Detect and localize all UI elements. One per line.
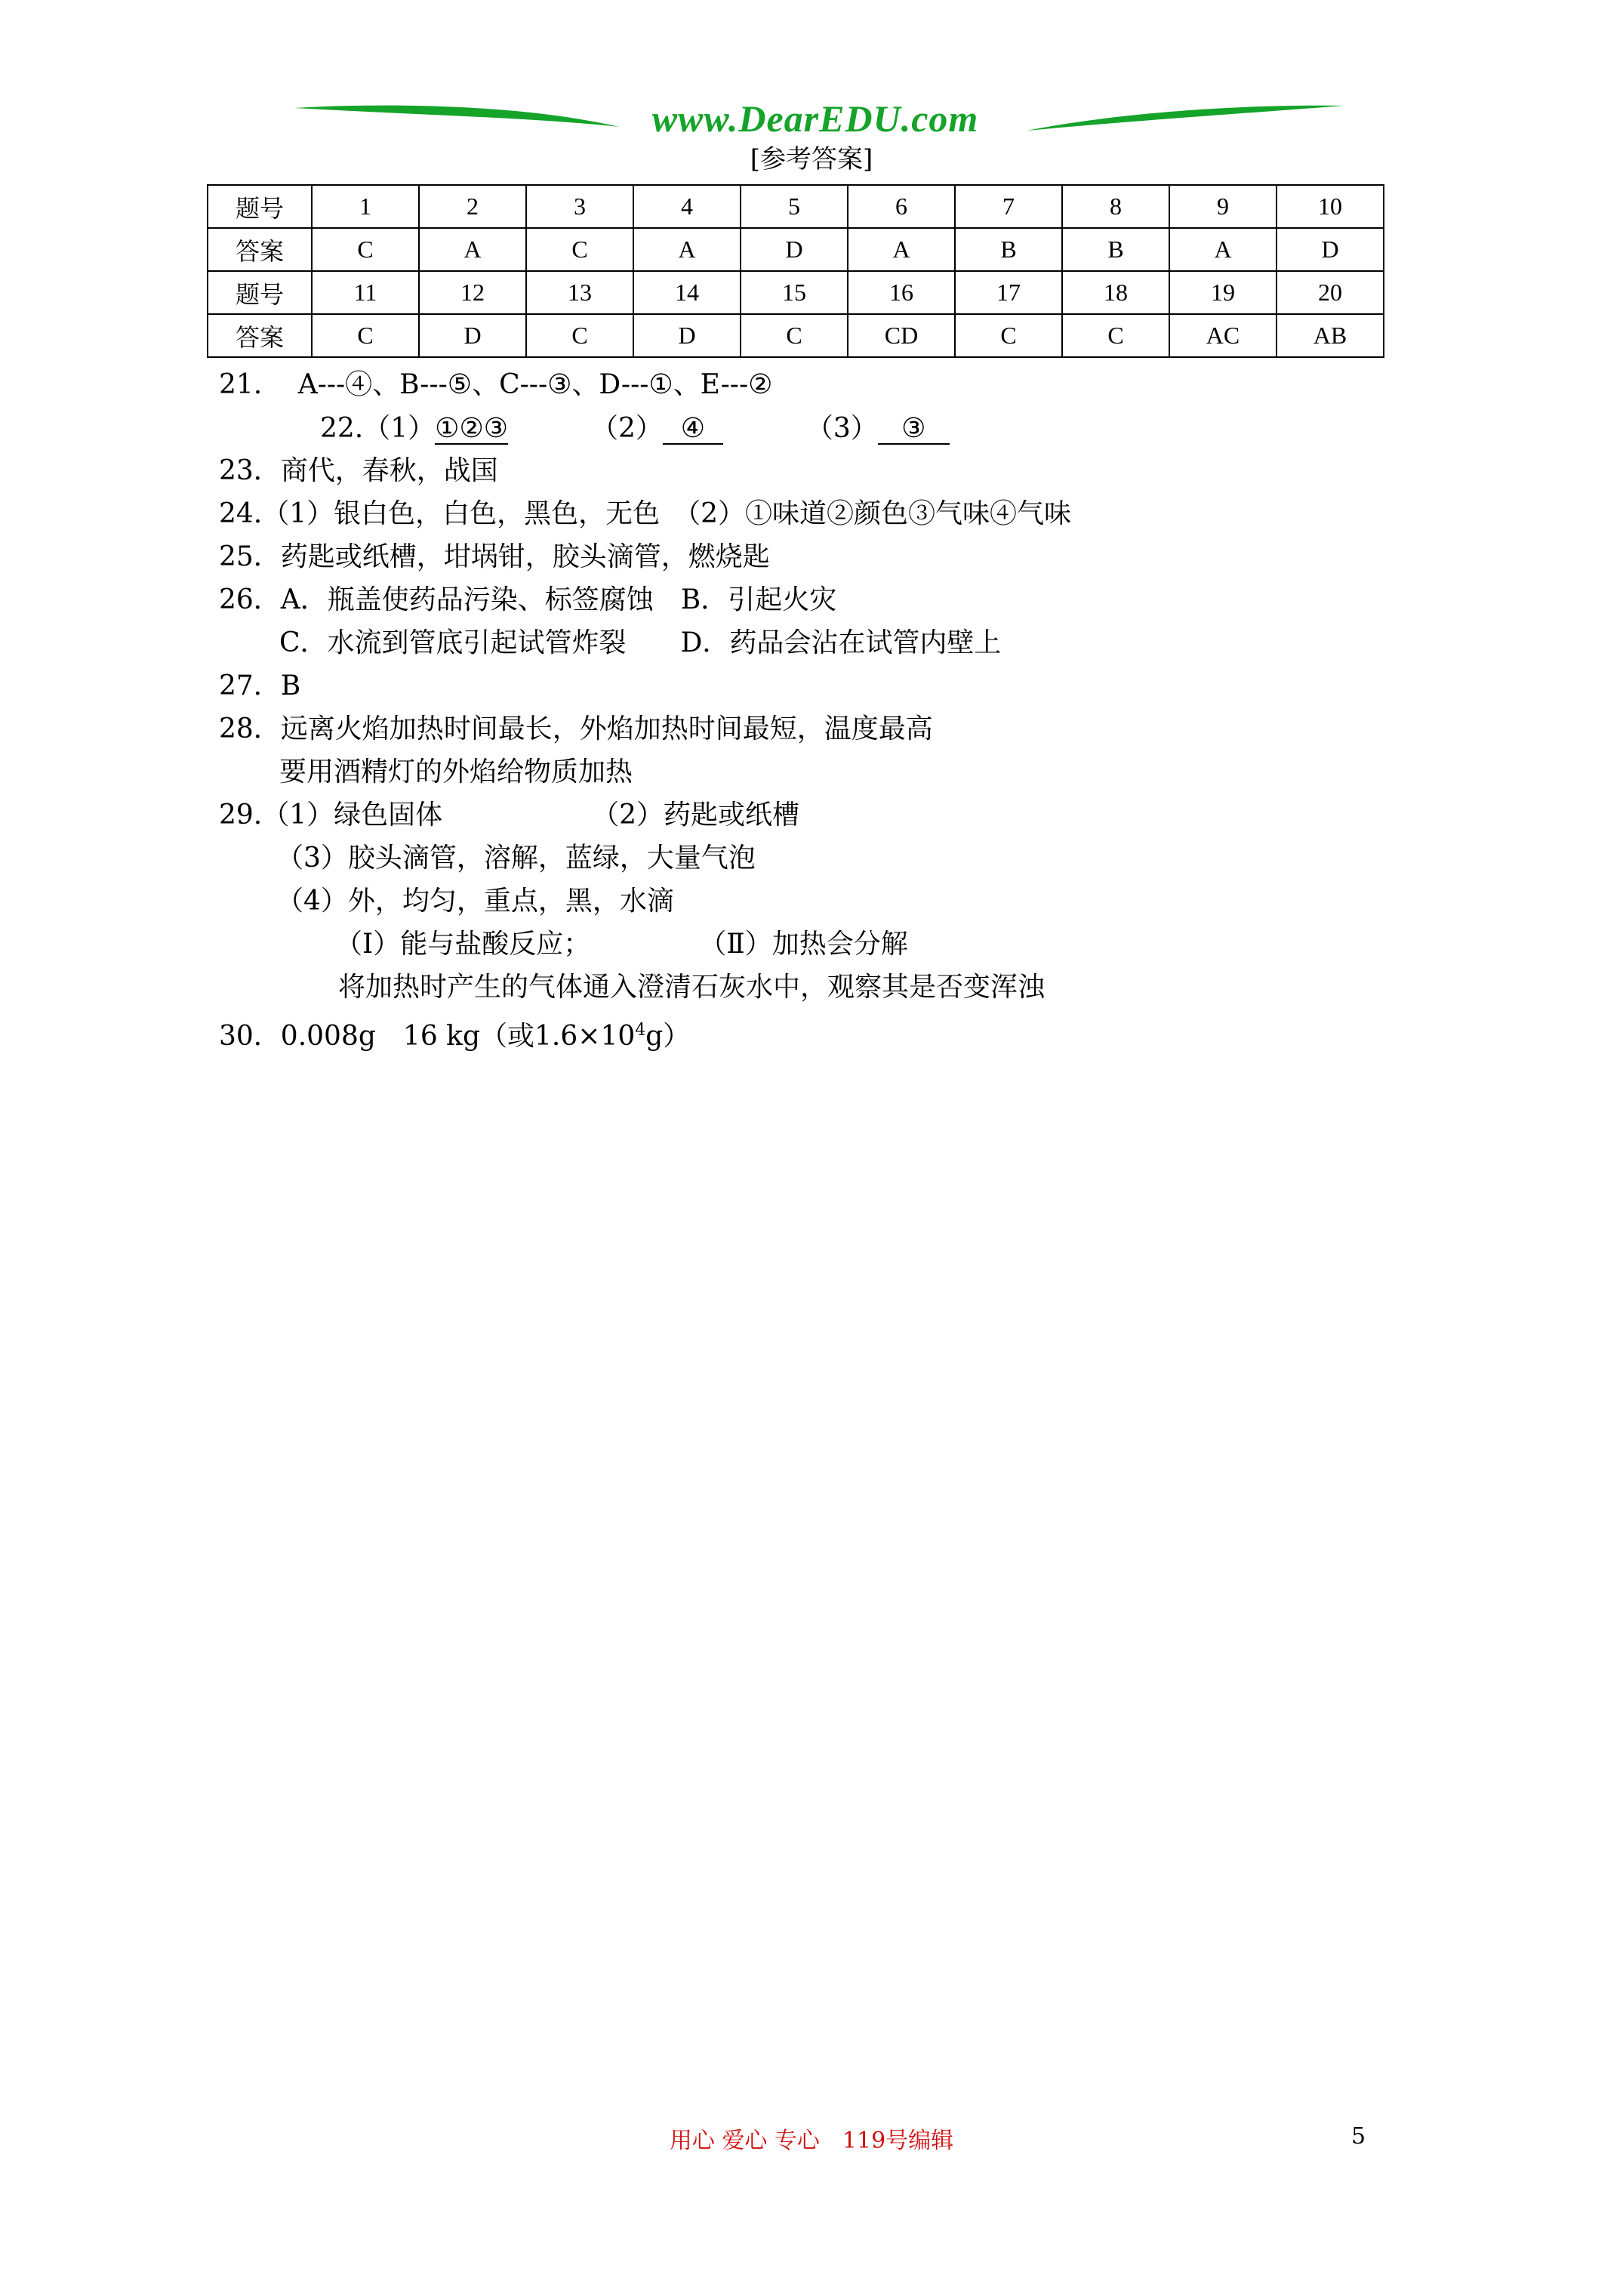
table-cell: 9: [1169, 185, 1277, 228]
answer-24: 24.（1）银白色，白色，黑色，无色 （2）①味道②颜色③气味④气味: [219, 498, 1072, 529]
table-cell: D: [633, 314, 741, 357]
table-cell: B: [955, 228, 1062, 271]
table-cell: 10: [1277, 185, 1384, 228]
answer-22-prefix: 22.（1）: [320, 413, 436, 444]
table-cell: 2: [419, 185, 526, 228]
answer-22-label2: （2）: [591, 413, 663, 444]
table-cell: C: [526, 228, 633, 271]
table-cell: C: [526, 314, 633, 357]
table-row: [208, 271, 1384, 314]
answer-29d: （Ⅰ）能与盐酸反应； （Ⅱ）加热会分解: [335, 929, 908, 960]
table-cell: 8: [1062, 185, 1169, 228]
logo-text: www.DearEDU.com: [651, 97, 979, 140]
table-row-header: 题号: [208, 185, 312, 228]
table-cell: A: [848, 228, 955, 271]
page-number: 5: [1351, 2123, 1366, 2150]
answer-30-exponent: 4: [635, 1021, 646, 1040]
table-cell: 4: [633, 185, 741, 228]
answer-29c: （4）外，均匀，重点，黑，水滴: [276, 886, 674, 917]
answer-29b: （3）胶头滴管，溶解，蓝绿，大量气泡: [276, 843, 756, 874]
table-row: [208, 314, 1384, 357]
table-row-header: 题号: [208, 271, 312, 314]
table-cell: 16: [848, 271, 955, 314]
table-row: [208, 185, 1384, 228]
table-cell: 1: [312, 185, 419, 228]
table-cell: B: [1062, 228, 1169, 271]
table-cell: AB: [1277, 314, 1384, 357]
answer-22: [320, 412, 950, 445]
answer-23: 23．商代，春秋，战国: [219, 455, 498, 486]
answer-22-part2: ④: [663, 415, 723, 445]
answer-28a: 28．远离火焰加热时间最长，外焰加热时间最短，温度最高: [219, 713, 933, 744]
table-cell: 14: [633, 271, 741, 314]
answer-25: 25．药匙或纸槽，坩埚钳，胶头滴管，燃烧匙: [219, 541, 770, 572]
answer-21: 21. A---④、B---⑤、C---③、D---①、E---②: [219, 369, 773, 400]
table-cell: C: [312, 314, 419, 357]
table-cell: CD: [848, 314, 955, 357]
table-cell: 17: [955, 271, 1062, 314]
answer-22-label3: （3）: [805, 413, 878, 444]
table-cell: A: [1169, 228, 1277, 271]
table-cell: A: [419, 228, 526, 271]
answer-30: [219, 1014, 690, 1053]
table-cell: 7: [955, 185, 1062, 228]
answer-30-tail: g）: [645, 1021, 691, 1052]
table-cell: D: [1277, 228, 1384, 271]
table-cell: 12: [419, 271, 526, 314]
table-cell: D: [419, 314, 526, 357]
page-footer: 用心 爱心 专心 119号编辑: [669, 2128, 954, 2154]
table-row-header: 答案: [208, 314, 312, 357]
answer-30-text: 30．0.008g 16 kg（或1.6×10: [219, 1021, 636, 1052]
answer-26a: 26．A．瓶盖使药品污染、标签腐蚀 B．引起火灾: [219, 584, 837, 615]
logo-swoosh-left-icon: [294, 106, 619, 127]
answer-22-part1: ①②③: [435, 413, 508, 444]
table-cell: 3: [526, 185, 633, 228]
table-cell: C: [312, 228, 419, 271]
table-cell: 19: [1169, 271, 1277, 314]
logo-swoosh-right-icon: [1027, 106, 1344, 131]
page-subtitle: [参考答案]: [750, 144, 873, 174]
table-cell: C: [1062, 314, 1169, 357]
table-cell: A: [633, 228, 741, 271]
table-cell: 5: [741, 185, 848, 228]
table-cell: 18: [1062, 271, 1169, 314]
table-cell: AC: [1169, 314, 1277, 357]
table-cell: 15: [741, 271, 848, 314]
answer-table: [207, 184, 1384, 358]
table-cell: 13: [526, 271, 633, 314]
answer-29a: 29.（1）绿色固体 （2）药匙或纸槽: [219, 800, 800, 831]
table-cell: 20: [1277, 271, 1384, 314]
answer-27: 27．B: [219, 670, 301, 701]
table-cell: C: [741, 314, 848, 357]
table-cell: 11: [312, 271, 419, 314]
answer-26b: C．水流到管底引起试管炸裂 D．药品会沾在试管内壁上: [279, 627, 1002, 658]
table-cell: C: [955, 314, 1062, 357]
table-cell: 6: [848, 185, 955, 228]
answer-28b: 要用酒精灯的外焰给物质加热: [279, 757, 633, 787]
table-row-header: 答案: [208, 228, 312, 271]
table-row: [208, 228, 1384, 271]
table-cell: D: [741, 228, 848, 271]
answer-29e: 将加热时产生的气体通入澄清石灰水中，观察其是否变浑浊: [338, 972, 1046, 1003]
answer-22-part3: ③: [878, 415, 950, 445]
